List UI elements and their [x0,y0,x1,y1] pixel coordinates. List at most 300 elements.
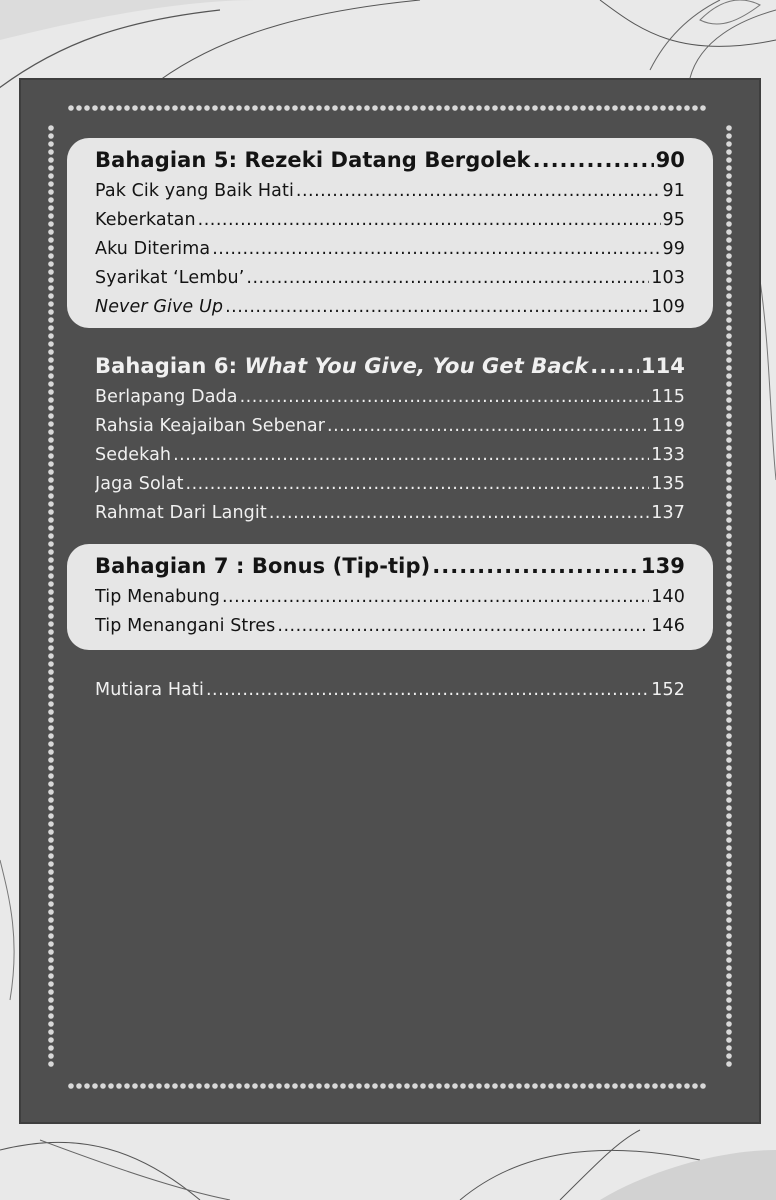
border-dot [726,845,732,851]
border-dot [48,773,54,779]
border-dot [492,105,498,111]
border-dot [228,1083,234,1089]
toc-entry[interactable] [95,383,685,412]
border-dot [726,325,732,331]
border-dot [48,645,54,651]
border-dot [692,105,698,111]
border-dot [236,105,242,111]
border-dot [726,589,732,595]
toc-entry[interactable] [95,206,685,235]
border-dot [48,549,54,555]
entry-page: 95 [662,210,685,230]
border-dot [48,637,54,643]
border-dot [48,677,54,683]
border-dot [100,1083,106,1089]
section-bahagian-7 [67,544,713,650]
dot-leader [198,206,661,235]
border-dot [726,525,732,531]
section-heading[interactable] [95,550,685,583]
border-dot [164,1083,170,1089]
border-dot [48,957,54,963]
border-dot [48,125,54,131]
border-dot [48,597,54,603]
border-dot [48,301,54,307]
border-dot [48,765,54,771]
border-dot [252,1083,258,1089]
border-dot [516,105,522,111]
border-dot [48,1053,54,1059]
border-dot [48,725,54,731]
border-dot [48,429,54,435]
border-dot [300,105,306,111]
border-dot [726,133,732,139]
toc-entry[interactable] [95,293,685,322]
border-dot [48,845,54,851]
border-dot [48,365,54,371]
border-dot [726,189,732,195]
border-dot [48,309,54,315]
border-dot [726,901,732,907]
border-dot [48,909,54,915]
border-dot [252,105,258,111]
border-dot [476,1083,482,1089]
border-dot [726,997,732,1003]
border-dot [636,1083,642,1089]
border-dot [48,485,54,491]
border-dot [676,105,682,111]
border-dot [726,317,732,323]
border-dot [48,749,54,755]
border-dot [48,981,54,987]
border-dot [388,1083,394,1089]
border-dot [48,149,54,155]
border-dot [48,837,54,843]
border-dot [726,493,732,499]
border-dot [396,1083,402,1089]
border-dot [676,1083,682,1089]
border-dot [612,1083,618,1089]
border-dot [484,105,490,111]
border-dot [244,1083,250,1089]
border-dot [644,1083,650,1089]
border-dot [726,125,732,131]
dot-leader [212,235,660,264]
entry-title: Keberkatan [95,210,196,230]
border-dot [726,725,732,731]
border-dot [204,105,210,111]
entry-page: 133 [651,445,685,465]
border-dot [628,1083,634,1089]
border-dot [460,1083,466,1089]
border-dot [204,1083,210,1089]
border-dot [48,997,54,1003]
border-dot [268,1083,274,1089]
border-dot [276,105,282,111]
dot-leader [225,293,649,322]
border-dot [316,1083,322,1089]
border-dot [116,105,122,111]
toc-entry[interactable] [95,177,685,206]
border-dot [726,669,732,675]
border-dot [48,317,54,323]
dot-leader [590,350,639,383]
border-dot [48,469,54,475]
border-dot [48,709,54,715]
border-dot [726,709,732,715]
border-dot [48,973,54,979]
border-dot [48,813,54,819]
border-dot [356,1083,362,1089]
border-dot [48,477,54,483]
border-dot [668,105,674,111]
border-dot [726,173,732,179]
border-dot [726,389,732,395]
border-dot [76,105,82,111]
border-dot [48,517,54,523]
heading-prefix: Bahagian 6: [95,354,245,378]
border-dot [196,105,202,111]
border-dot [726,1013,732,1019]
border-dot [628,105,634,111]
border-dot [48,669,54,675]
toc-panel [19,78,761,1124]
toc-entry[interactable] [95,583,685,612]
border-dot [48,989,54,995]
border-dot [48,565,54,571]
entry-page: 140 [651,587,685,607]
border-dot [726,909,732,915]
border-dot [48,605,54,611]
border-dot [726,685,732,691]
border-dot [468,105,474,111]
border-dot [48,381,54,387]
border-dot [726,853,732,859]
border-dot [726,301,732,307]
border-dot [726,197,732,203]
border-dot [452,1083,458,1089]
border-dot [726,581,732,587]
border-dot [100,105,106,111]
border-dot [726,645,732,651]
dot-leader [173,441,649,470]
border-dot [48,181,54,187]
border-dot [244,105,250,111]
border-dot [726,789,732,795]
toc-entry[interactable] [95,235,685,264]
border-dot [726,373,732,379]
border-dot [380,1083,386,1089]
entry-page: 137 [651,503,685,523]
border-dot [48,789,54,795]
border-dot [48,613,54,619]
border-dot [428,1083,434,1089]
section-heading[interactable] [95,350,685,383]
border-dot [436,105,442,111]
border-dot [284,105,290,111]
border-dot [726,141,732,147]
border-dot [726,341,732,347]
border-dot [404,105,410,111]
border-dot [524,1083,530,1089]
toc-entry[interactable] [95,441,685,470]
border-dot [48,661,54,667]
border-dot [140,105,146,111]
entry-title: Tip Menangani Stres [95,616,276,636]
border-dot [48,901,54,907]
border-dot [644,105,650,111]
border-dot [726,1037,732,1043]
border-dot [180,1083,186,1089]
border-dot [700,105,706,111]
border-dot [532,105,538,111]
entry-page: 103 [651,268,685,288]
border-dot [68,105,74,111]
border-dot [404,1083,410,1089]
border-dot [726,565,732,571]
heading-title: Bahagian 5: Rezeki Datang Bergolek [95,148,531,172]
border-dot [468,1083,474,1089]
border-dot [726,437,732,443]
border-dot [48,1029,54,1035]
border-dot [726,949,732,955]
border-dot [340,1083,346,1089]
border-dot [726,1005,732,1011]
border-dot [84,105,90,111]
border-dot [48,237,54,243]
border-dot [48,581,54,587]
border-dot [48,373,54,379]
border-dot [726,629,732,635]
border-dot [726,957,732,963]
border-dot [508,1083,514,1089]
border-dot [726,573,732,579]
border-dot [726,797,732,803]
border-dot [726,485,732,491]
border-dot [48,501,54,507]
border-dot [48,829,54,835]
border-dot [726,885,732,891]
entry-title: Mutiara Hati [95,680,204,700]
border-dot [220,105,226,111]
border-dot [726,269,732,275]
heading-title [95,350,588,383]
border-dot [48,413,54,419]
border-dot [156,1083,162,1089]
toc-entry[interactable] [95,412,685,441]
border-dot [372,105,378,111]
border-dot [48,541,54,547]
border-dot [332,1083,338,1089]
border-dot [260,1083,266,1089]
border-dot [508,105,514,111]
border-dot [48,493,54,499]
toc-entry[interactable] [95,676,685,705]
border-dot [48,333,54,339]
border-dot [726,1061,732,1067]
border-dot [48,861,54,867]
border-dot [726,661,732,667]
border-dot [48,397,54,403]
entry-title: Pak Cik yang Baik Hati [95,181,294,201]
border-dot [396,105,402,111]
border-dot [308,105,314,111]
border-dot [726,213,732,219]
border-dot [580,105,586,111]
border-dot [726,453,732,459]
border-dot [580,1083,586,1089]
border-dot [726,517,732,523]
border-dot [92,1083,98,1089]
border-dot [124,1083,130,1089]
border-dot [726,333,732,339]
border-dot [156,105,162,111]
border-dot [48,629,54,635]
border-dot [726,549,732,555]
border-dot [636,105,642,111]
border-dot [48,941,54,947]
border-dot [364,105,370,111]
border-dot [726,221,732,227]
border-dot [48,1013,54,1019]
border-dot [540,1083,546,1089]
border-dot [726,621,732,627]
border-dot [48,357,54,363]
border-dot [372,1083,378,1089]
border-dot [726,357,732,363]
border-dot [588,1083,594,1089]
border-dot [48,733,54,739]
border-dot [726,349,732,355]
border-dot [48,925,54,931]
border-dot [726,237,732,243]
border-dot [108,105,114,111]
border-dot [726,1021,732,1027]
border-dot [460,105,466,111]
border-dot [726,765,732,771]
border-dot [48,949,54,955]
entry-page: 152 [651,680,685,700]
border-dot [726,421,732,427]
dot-leader [222,583,649,612]
toc-entry[interactable] [95,499,685,528]
dot-leader [240,383,650,412]
border-dot [292,105,298,111]
border-dot [726,149,732,155]
border-dot [48,141,54,147]
border-dot [428,105,434,111]
border-dot [48,189,54,195]
border-dot [726,893,732,899]
border-dot [726,613,732,619]
border-dot [356,105,362,111]
entry-title: Syarikat ‘Lembu’ [95,268,245,288]
border-dot [48,741,54,747]
border-dot [726,869,732,875]
border-dot [48,781,54,787]
border-dot [172,1083,178,1089]
border-dot [48,525,54,531]
border-dot [444,105,450,111]
border-dot [726,653,732,659]
toc-entry[interactable] [95,264,685,293]
border-dot [500,1083,506,1089]
border-dot [48,869,54,875]
border-dot [48,221,54,227]
border-dot [726,293,732,299]
border-dot [308,1083,314,1089]
border-dot [48,797,54,803]
border-dot [212,1083,218,1089]
border-dot [48,693,54,699]
border-dot [48,285,54,291]
section-heading[interactable] [95,144,685,177]
border-dot [556,105,562,111]
border-dot [572,1083,578,1089]
border-dot [540,105,546,111]
entry-title: Tip Menabung [95,587,220,607]
border-dot [48,213,54,219]
heading-page: 114 [640,354,685,378]
entry-page: 115 [651,387,685,407]
border-dot [726,837,732,843]
border-dot [48,293,54,299]
border-dot [48,557,54,563]
border-dot [620,1083,626,1089]
border-dot [76,1083,82,1089]
heading-page: 139 [640,554,685,578]
border-dot [188,1083,194,1089]
border-dot [726,965,732,971]
border-dot [726,781,732,787]
border-dot [726,717,732,723]
border-dot [48,701,54,707]
border-dot [726,477,732,483]
border-dot [148,105,154,111]
border-dot [68,1083,74,1089]
border-dot [532,1083,538,1089]
border-dot [726,989,732,995]
border-dot [48,205,54,211]
border-dot [612,105,618,111]
heading-title: Bahagian 7 : Bonus (Tip-tip) [95,554,431,578]
entry-title: Sedekah [95,445,172,465]
border-dot [48,757,54,763]
border-dot [726,605,732,611]
border-dot [132,105,138,111]
border-dot [726,693,732,699]
border-dot [726,181,732,187]
border-dot [196,1083,202,1089]
border-dot [48,229,54,235]
border-dot [604,105,610,111]
border-dot [692,1083,698,1089]
border-dot [668,1083,674,1089]
border-dot [48,1061,54,1067]
entry-title: Aku Diterima [95,239,211,259]
border-dot [564,1083,570,1089]
border-dot [726,413,732,419]
border-dot [684,105,690,111]
border-dot [726,285,732,291]
border-dot [92,105,98,111]
border-dot [364,1083,370,1089]
border-dot [596,1083,602,1089]
border-dot [726,261,732,267]
border-dot [726,733,732,739]
toc-entry[interactable] [95,612,685,641]
toc-entry[interactable] [95,470,685,499]
border-dot [48,1005,54,1011]
